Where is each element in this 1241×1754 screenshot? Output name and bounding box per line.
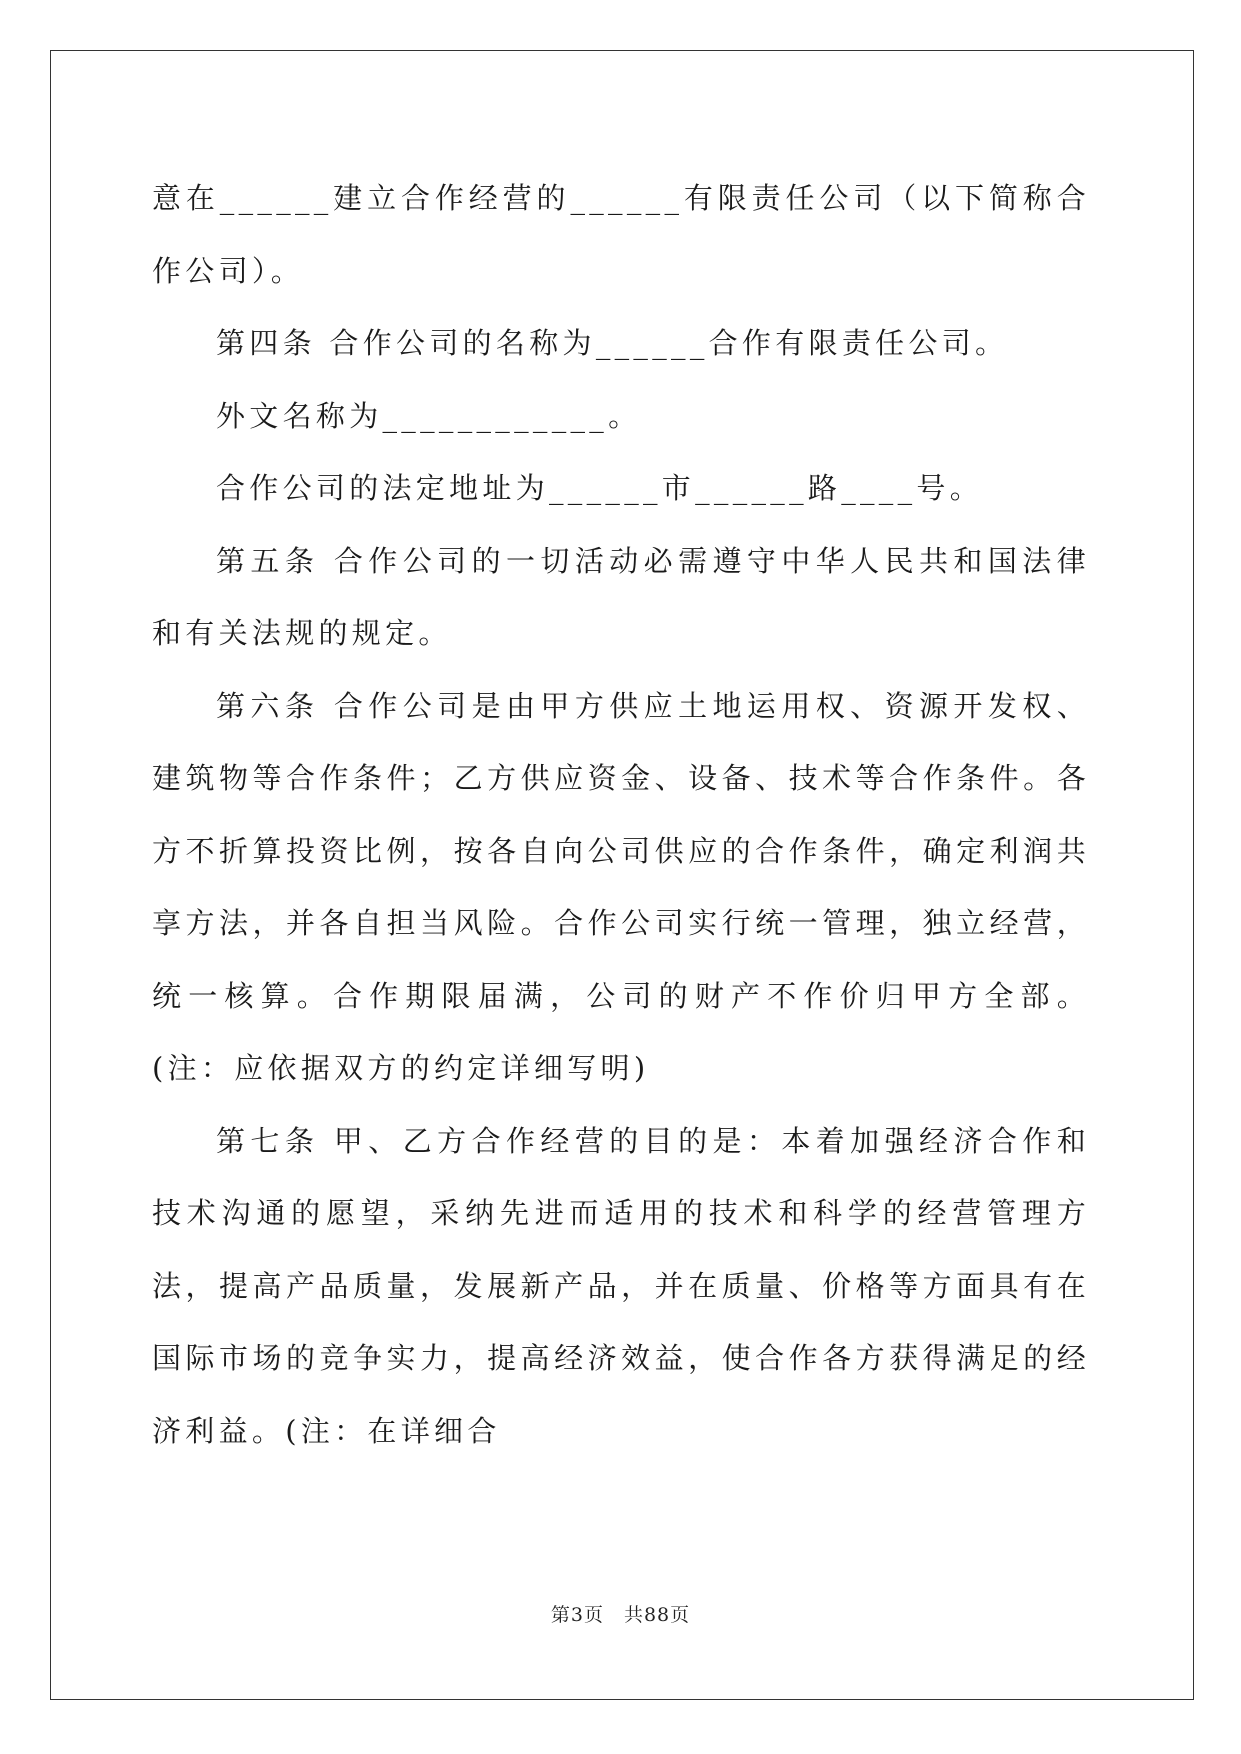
paragraph-intro-continuation: 意在______建立合作经营的______有限责任公司（以下简称合作公司）。 (152, 181, 1090, 288)
paragraph-article-6: 第六条 合作公司是由甲方供应土地运用权、资源开发权、建筑物等合作条件；乙方供应资金、设备、技术等合作条件。各方不折算投资比例，按各自向公司供应的合作条件，确定利润共享方法，并各自担当风险。合作公司实行统一管理，独立经营，统一核算。合作期限届满，公司的财产不作价归甲方全部。(注：应依据双方的约定详细写明) (152, 688, 1090, 1085)
page-footer (0, 1600, 1241, 1627)
page-number: 第3页 (550, 1604, 604, 1626)
paragraph-article-5: 第五条 合作公司的一切活动必需遵守中华人民共和国法律和有关法规的规定。 (152, 543, 1090, 650)
paragraph-article-4: 第四条 合作公司的名称为______合作有限责任公司。 (216, 326, 1009, 360)
document-body (152, 162, 1090, 1467)
paragraph-foreign-name: 外文名称为____________。 (216, 398, 642, 433)
page-total: 共88页 (623, 1604, 691, 1626)
paragraph-article-7: 第七条 甲、乙方合作经营的目的是：本着加强经济合作和技术沟通的愿望，采纳先进而适用的技术和科学的经营管理方法，提高产品质量，发展新产品，并在质量、价格等方面具有在国际市场的竞争实力，提高经济效益，使合作各方获得满足的经济利益。(注：在详细合 (152, 1123, 1090, 1448)
paragraph-legal-address: 合作公司的法定地址为______市______路____号。 (216, 471, 984, 505)
